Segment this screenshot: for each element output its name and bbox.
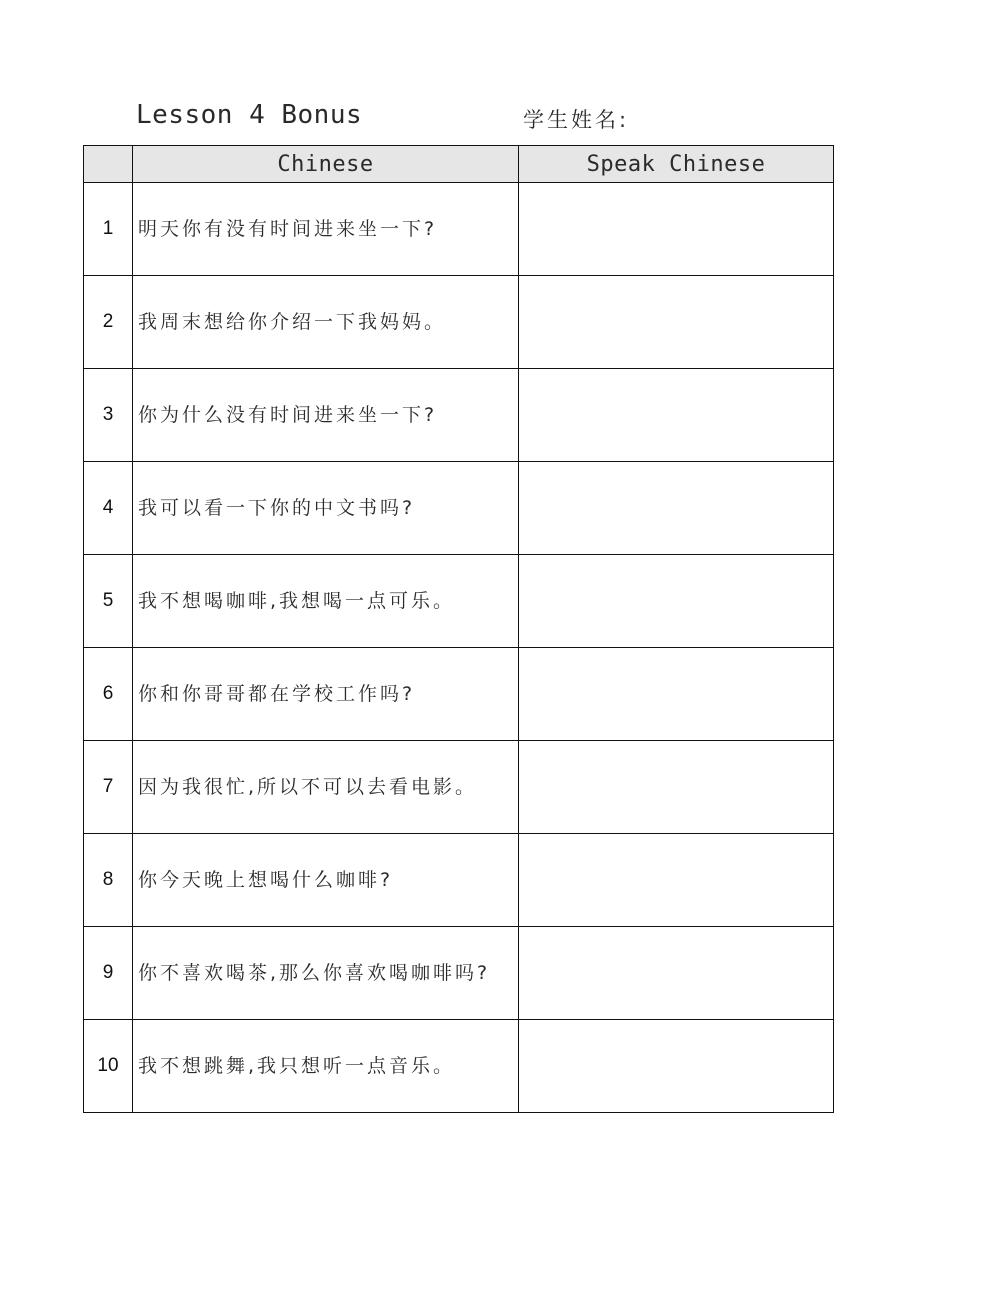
chinese-sentence: 你今天晚上想喝什么咖啡?	[133, 834, 519, 927]
speak-chinese-answer-cell[interactable]	[519, 183, 834, 276]
row-number: 3	[84, 369, 133, 462]
row-number: 6	[84, 648, 133, 741]
speak-chinese-answer-cell[interactable]	[519, 555, 834, 648]
table-row	[84, 741, 834, 834]
row-number: 4	[84, 462, 133, 555]
table-row	[84, 834, 834, 927]
speak-chinese-answer-cell[interactable]	[519, 1020, 834, 1113]
table-row	[84, 1020, 834, 1113]
chinese-sentence: 明天你有没有时间进来坐一下?	[133, 183, 519, 276]
row-number: 1	[84, 183, 133, 276]
column-header-chinese: Chinese	[133, 146, 519, 183]
row-number: 8	[84, 834, 133, 927]
speak-chinese-answer-cell[interactable]	[519, 369, 834, 462]
chinese-sentence: 我不想跳舞,我只想听一点音乐。	[133, 1020, 519, 1113]
table-row	[84, 369, 834, 462]
speak-chinese-answer-cell[interactable]	[519, 741, 834, 834]
row-number: 10	[84, 1020, 133, 1113]
table-row	[84, 927, 834, 1020]
row-number: 2	[84, 276, 133, 369]
table-row	[84, 555, 834, 648]
column-header-speak-chinese: Speak Chinese	[519, 146, 834, 183]
table-row	[84, 183, 834, 276]
speak-chinese-answer-cell[interactable]	[519, 648, 834, 741]
table-row	[84, 462, 834, 555]
speak-chinese-answer-cell[interactable]	[519, 276, 834, 369]
speak-chinese-answer-cell[interactable]	[519, 927, 834, 1020]
chinese-sentence: 你为什么没有时间进来坐一下?	[133, 369, 519, 462]
table-row	[84, 276, 834, 369]
row-number: 5	[84, 555, 133, 648]
speak-chinese-answer-cell[interactable]	[519, 462, 834, 555]
column-header-number	[84, 146, 133, 183]
row-number: 9	[84, 927, 133, 1020]
table-header-row	[84, 146, 834, 183]
chinese-sentence: 我不想喝咖啡,我想喝一点可乐。	[133, 555, 519, 648]
exercise-table	[83, 145, 834, 1113]
row-number: 7	[84, 741, 133, 834]
table-row	[84, 648, 834, 741]
speak-chinese-answer-cell[interactable]	[519, 834, 834, 927]
chinese-sentence: 你不喜欢喝茶,那么你喜欢喝咖啡吗?	[133, 927, 519, 1020]
chinese-sentence: 我周末想给你介绍一下我妈妈。	[133, 276, 519, 369]
chinese-sentence: 因为我很忙,所以不可以去看电影。	[133, 741, 519, 834]
student-name-label: 学生姓名:	[523, 108, 630, 132]
chinese-sentence: 我可以看一下你的中文书吗?	[133, 462, 519, 555]
worksheet-title: Lesson 4 Bonus	[136, 100, 363, 130]
chinese-sentence: 你和你哥哥都在学校工作吗?	[133, 648, 519, 741]
